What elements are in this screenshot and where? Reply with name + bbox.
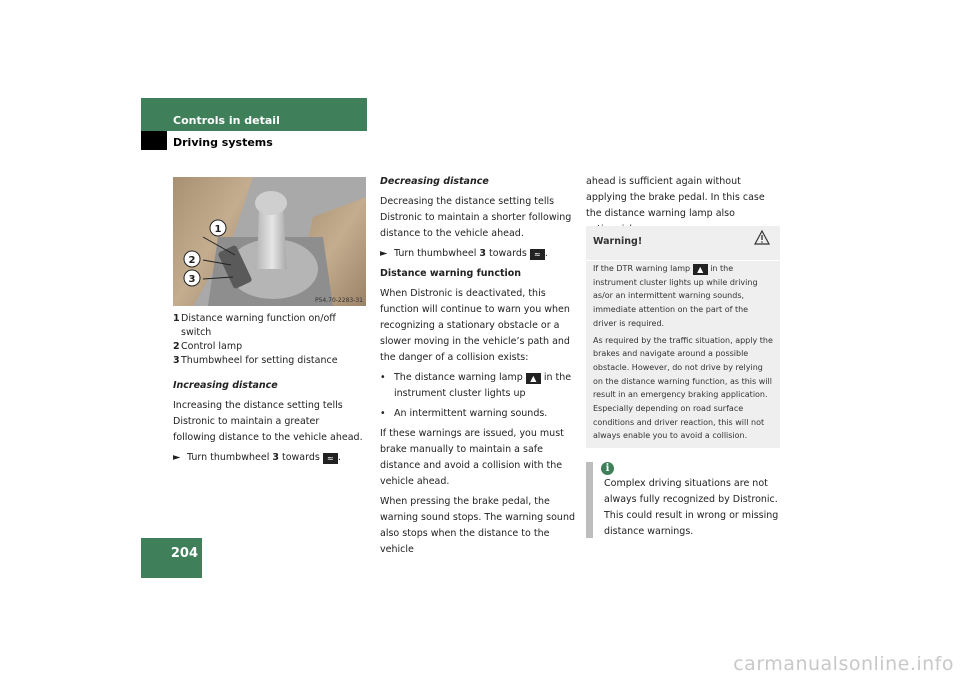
increasing-distance-section (173, 378, 363, 470)
info-bar (586, 462, 593, 538)
decreasing-step: ► Turn thumbwheel 3 towards ≈ . (380, 246, 576, 262)
step-arrow-icon: ► (173, 452, 181, 463)
decreasing-para: Decreasing the distance setting tells Distronic to maintain a shorter following distance to the vehicle ahead. (380, 196, 572, 239)
svg-text:1: 1 (214, 224, 222, 235)
warning-title: Warning! (593, 236, 643, 247)
increasing-heading: Increasing distance (173, 380, 278, 391)
callout-3 (184, 270, 200, 286)
distronic-control-figure (173, 177, 366, 306)
svg-text:3: 3 (188, 274, 196, 285)
warning-body: If the DTR warning lamp ▲ in the instrument cluster lights up while driving as/or an intermittent warning sounds, immediate attention on the part of the driver is required. As required by the traffic situation, apply the brakes and navigate around a possible obstacle. However, do not drive by relying on the distance warning function, as this will result in an emergency braking application. Especially depending on road surface conditions and driver reaction, this will not always enable you to avoid a collision. (593, 264, 773, 441)
continued-text: ahead is sufficient again without applying the brake pedal. In this case the distance warning lamp also (586, 176, 765, 219)
decreasing-heading: Decreasing distance (380, 176, 489, 187)
figure-code: P54.70-2283-31 (314, 297, 363, 304)
distance-warning-lamp-icon: ▲ (526, 373, 541, 384)
decreasing-distance-section (380, 174, 576, 562)
increasing-step: ► Turn thumbwheel 3 towards ≈ . (173, 450, 363, 466)
info-text: Complex driving situations are not always fully recognized by Distronic. This could result in wrong or missing distance warnings. (604, 478, 779, 537)
legend-item: 3 Thumbwheel for setting distance (173, 355, 338, 366)
figure-legend (173, 312, 363, 368)
gear-lever (257, 207, 287, 269)
increase-distance-icon: ≈ (323, 453, 338, 464)
legend-item: 1 Distance warning function on/off switch (173, 313, 336, 338)
warning-function-para3: When pressing the brake pedal, the warning sound stops. The warning sound also stops when the distance to the vehicle (380, 496, 576, 555)
warning-bullet-1: • The distance warning lamp ▲ in the instrument cluster lights up (380, 372, 572, 399)
warning-function-para2: If these warnings are issued, you must brake manually to maintain a safe distance and avoid a collision with the vehicle ahead. (380, 428, 564, 487)
svg-text:2: 2 (188, 255, 196, 266)
warning-separator (586, 260, 780, 261)
callout-2 (184, 251, 200, 267)
warning-function-heading: Distance warning function (380, 268, 522, 279)
page-number: 204 (170, 546, 198, 561)
section-title: Driving systems (173, 136, 273, 149)
chapter-title: Controls in detail (173, 114, 280, 127)
dtr-warning-lamp-icon: ▲ (693, 264, 708, 275)
section-marker (141, 131, 167, 150)
warning-triangle-icon (754, 230, 770, 245)
watermark: carmanualsonline.info (733, 653, 954, 675)
step-arrow-icon: ► (380, 248, 388, 259)
lever-knob (255, 191, 287, 215)
info-icon: i (601, 462, 614, 475)
warning-function-para: When Distronic is deactivated, this function will continue to warn you when recognizing a stationary obstacle or a slower moving in the vehicle’s path and the danger of a collision exists: (380, 288, 570, 363)
legend-item: 2 Control lamp (173, 341, 243, 352)
callout-1 (210, 220, 226, 236)
warning-bullet-2: • An intermittent warning sounds. (380, 408, 548, 419)
increasing-para: Increasing the distance setting tells Distronic to maintain a greater following distance to the vehicle ahead. (173, 400, 363, 443)
decrease-distance-icon: ≈ (530, 249, 545, 260)
